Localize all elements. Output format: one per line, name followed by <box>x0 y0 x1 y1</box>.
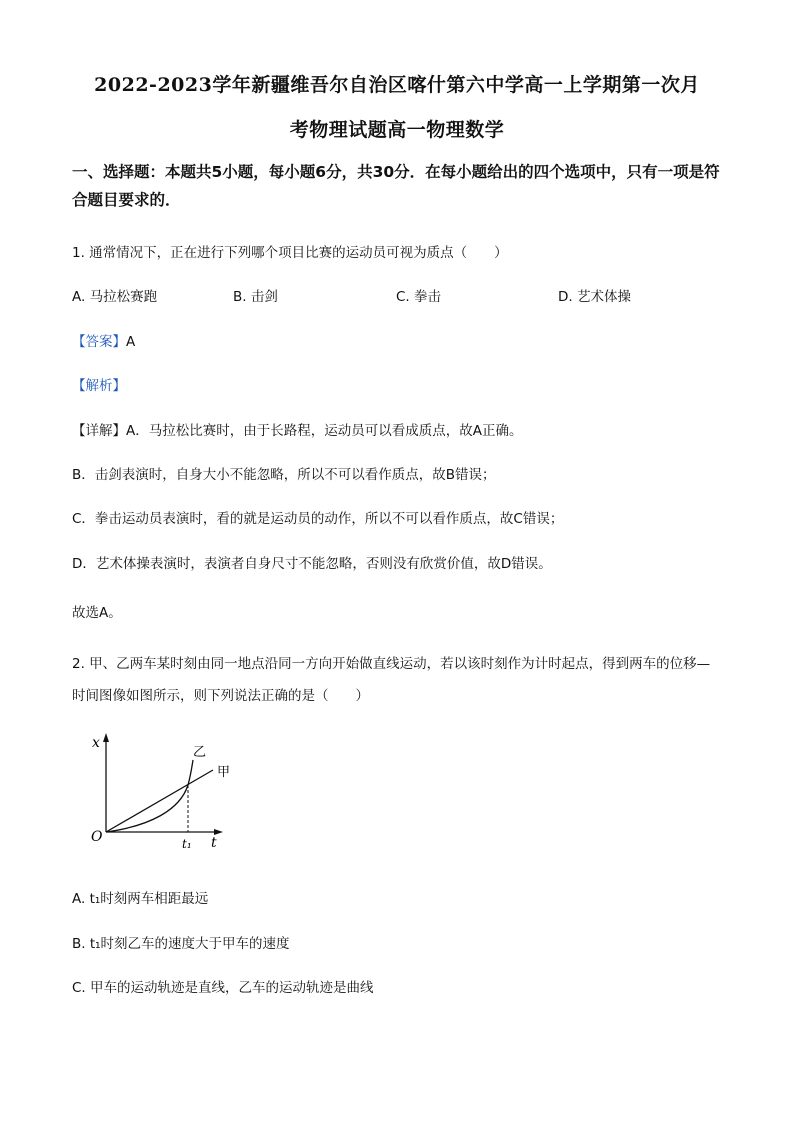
q1-option-d: D. 艺术体操 <box>558 289 631 305</box>
q1-answer-line <box>72 330 135 350</box>
q1-detail-b: B．击剑表演时，自身大小不能忽略，所以不可以看作质点，故B错误； <box>72 467 496 483</box>
q1-analysis-line <box>72 374 126 394</box>
analysis-tag: 【解析】 <box>72 378 126 394</box>
t1-tick-label: t₁ <box>182 837 192 851</box>
origin-label: O <box>91 829 103 845</box>
title-line-2: 考物理试题高一物理数学 <box>289 119 505 141</box>
jia-label: 甲 <box>217 765 231 780</box>
q1-detail-a <box>72 419 522 439</box>
q2-option-a: A. t₁时刻两车相距最远 <box>72 891 209 907</box>
q1-detail-d: D．艺术体操表演时，表演者自身尺寸不能忽略，否则没有欣赏价值，故D错误。 <box>72 556 552 572</box>
y-axis-arrow <box>103 733 109 742</box>
yi-label: 乙 <box>193 745 207 760</box>
q1-option-a: A. 马拉松赛跑 <box>72 289 158 305</box>
y-axis-label: x <box>92 735 100 751</box>
detail-a-text: A．马拉松比赛时，由于长路程，运动员可以看成质点，故A正确。 <box>126 423 523 439</box>
q2-xt-graph <box>80 730 250 860</box>
q1-stem: 1. 通常情况下，正在进行下列哪个项目比赛的运动员可视为质点（ ） <box>72 245 508 261</box>
q2-stem-line-1: 2. 甲、乙两车某时刻由同一地点沿同一方向开始做直线运动，若以该时刻作为计时起点，得到两车的位移— <box>72 656 711 672</box>
q2-stem-line-2: 时间图像如图所示，则下列说法正确的是（ ） <box>72 688 369 704</box>
section-heading: 一、选择题：本题共5小题，每小题6分，共30分．在每小题给出的四个选项中，只有一项是符合题目要求的． <box>72 163 720 209</box>
answer-tag: 【答案】 <box>72 334 126 350</box>
detail-tag: 【详解】 <box>72 423 126 439</box>
q1-option-b: B. 击剑 <box>233 289 278 305</box>
q2-option-b: B. t₁时刻乙车的速度大于甲车的速度 <box>72 936 290 952</box>
x-axis-label: t <box>211 835 217 851</box>
q1-detail-c: C．拳击运动员表演时，看的就是运动员的动作，所以不可以看作质点，故C错误； <box>72 511 564 527</box>
q2-option-c: C. 甲车的运动轨迹是直线，乙车的运动轨迹是曲线 <box>72 980 374 996</box>
q1-conclusion: 故选A。 <box>72 605 122 621</box>
curve-jia <box>106 770 213 832</box>
answer-value: A <box>126 334 136 350</box>
title-line-1: 2022-2023学年新疆维吾尔自治区喀什第六中学高一上学期第一次月 <box>94 74 700 96</box>
curve-yi <box>106 760 193 832</box>
q1-option-c: C. 拳击 <box>396 289 442 305</box>
